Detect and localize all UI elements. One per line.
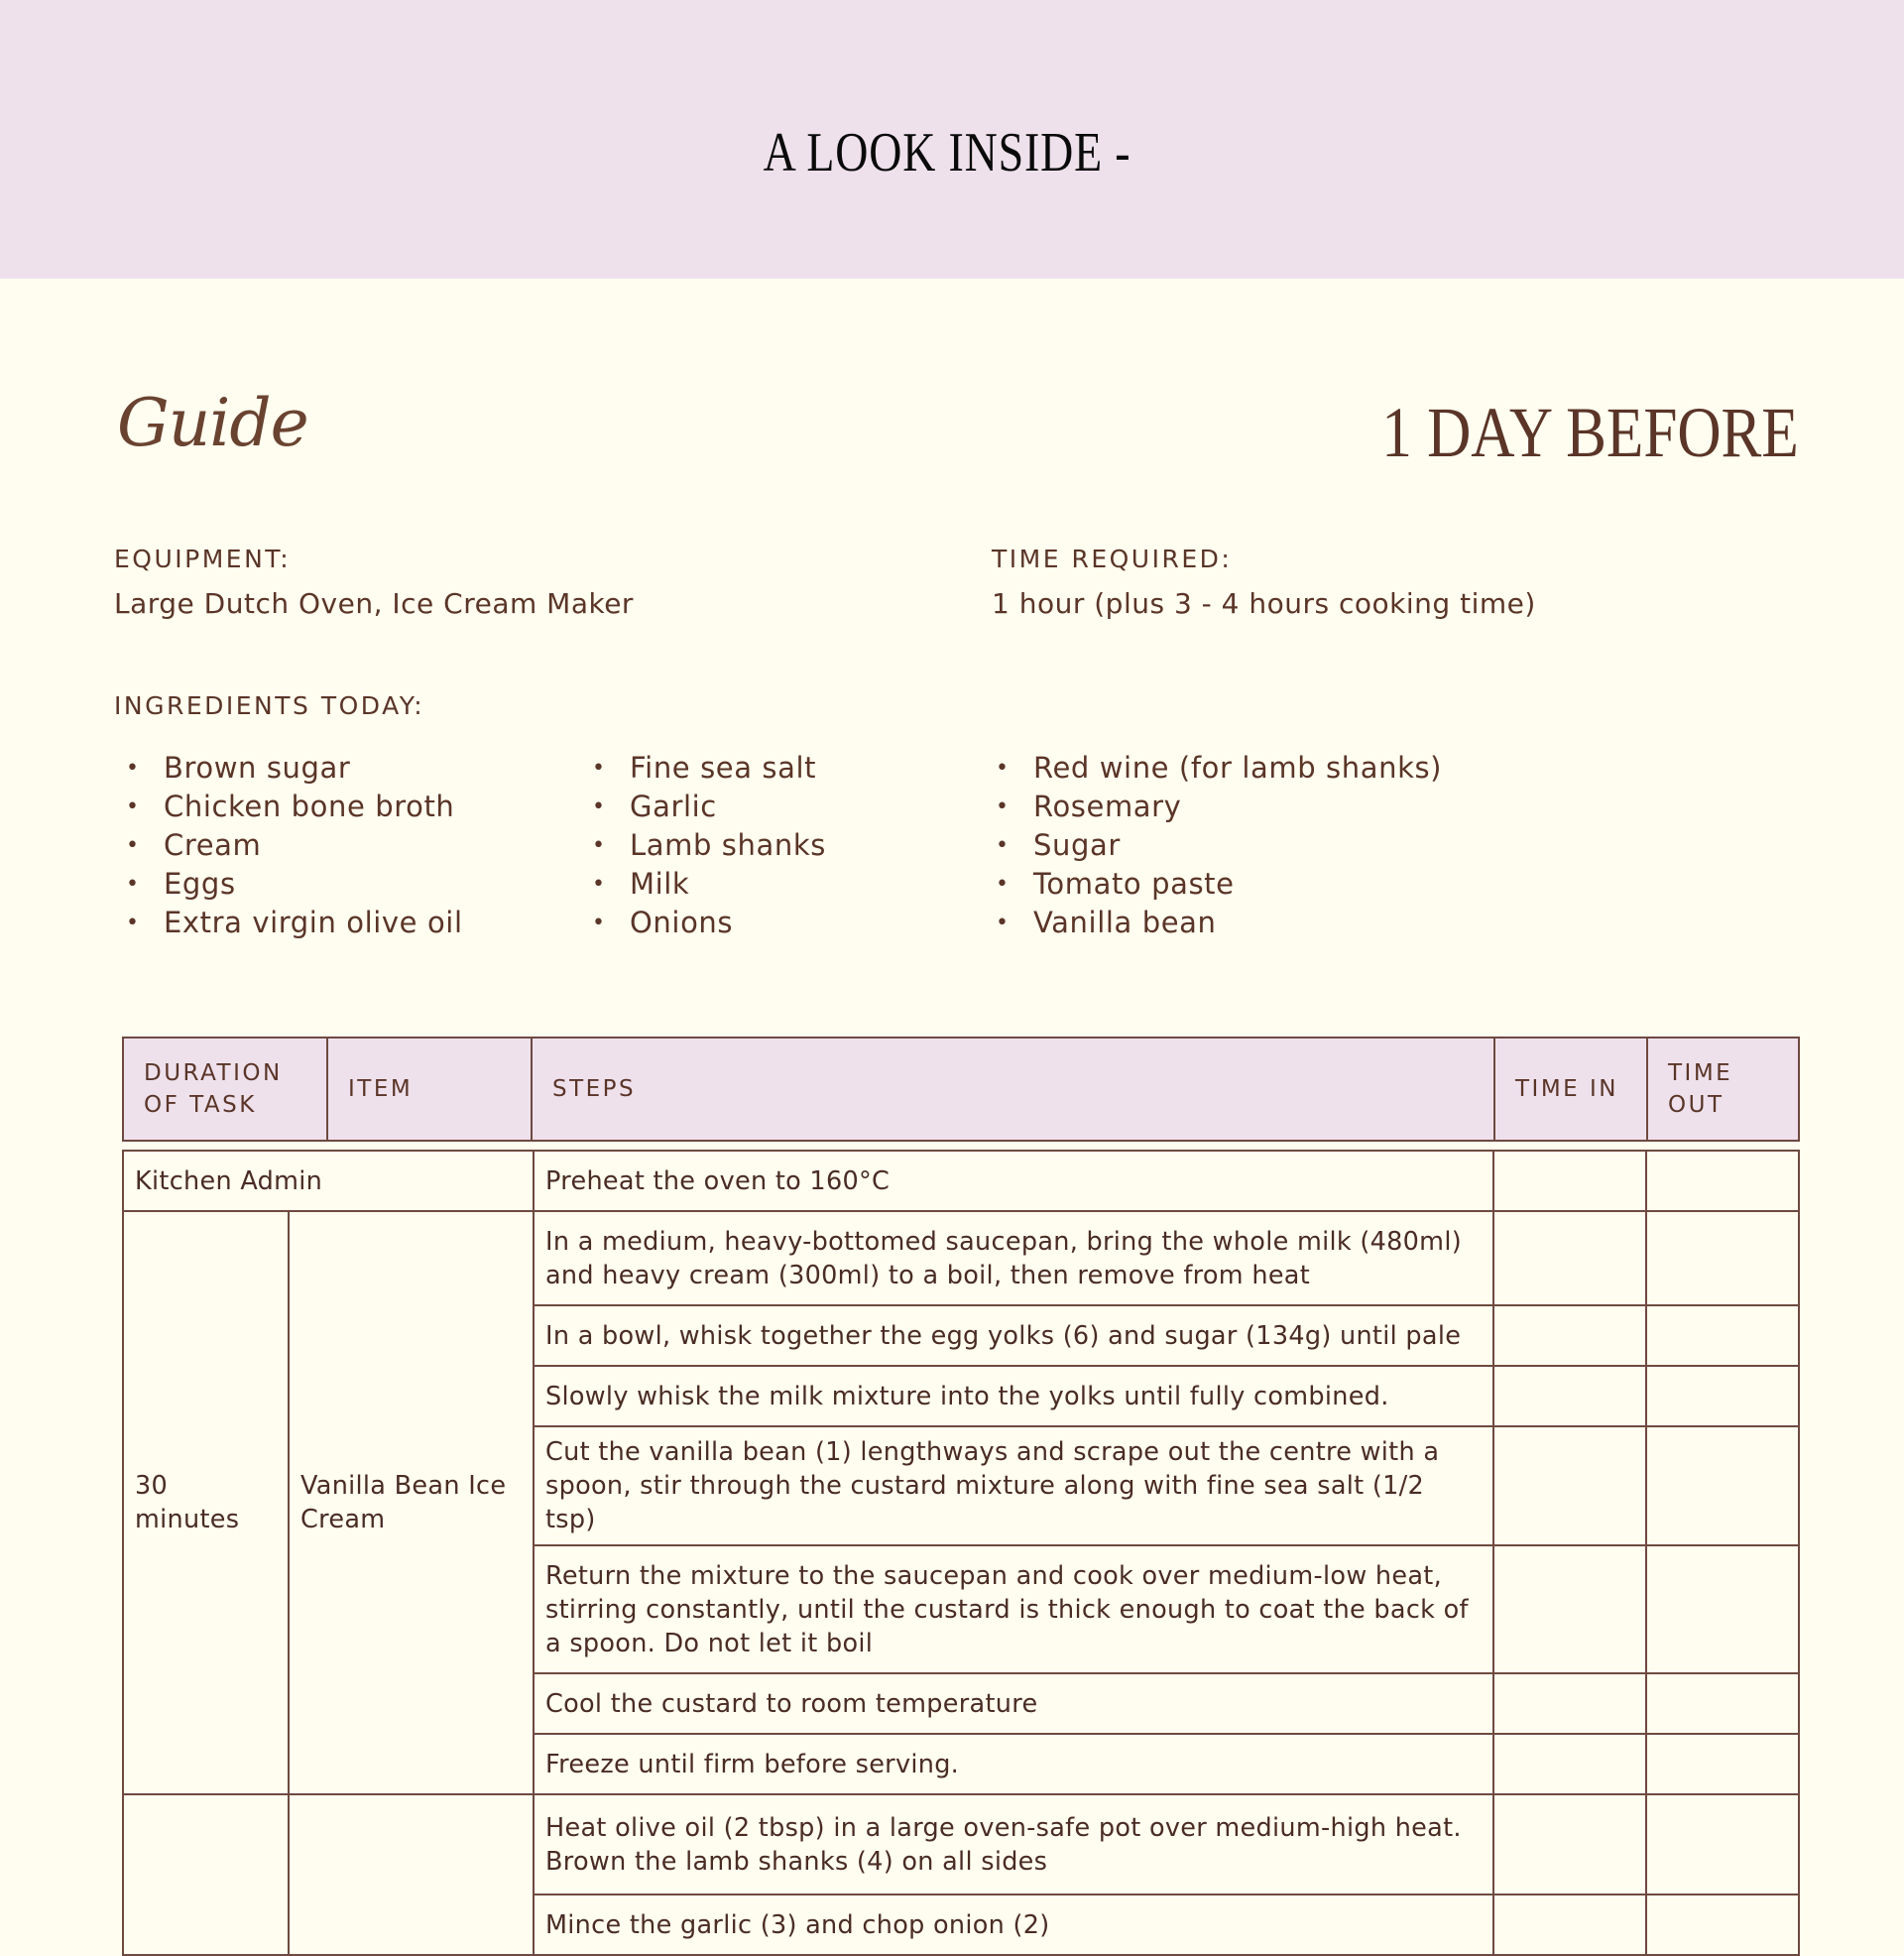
time-out-cell[interactable] — [1646, 1794, 1799, 1895]
schedule-table-header — [122, 1037, 1800, 1142]
time-out-cell[interactable] — [1646, 1151, 1799, 1211]
list-item: • Fine sea salt — [580, 749, 826, 788]
time-in-cell[interactable] — [1493, 1151, 1646, 1211]
header-time-in: TIME IN — [1494, 1038, 1647, 1141]
step-cell: Slowly whisk the milk mixture into the yolks until fully combined. — [534, 1366, 1493, 1426]
item-cell — [289, 1794, 534, 1955]
header-item: ITEM — [327, 1038, 532, 1141]
list-item: • Sugar — [984, 826, 1442, 865]
banner — [0, 0, 1904, 279]
ingredients-column-3 — [984, 749, 1442, 942]
banner-title: A LOOK INSIDE - — [763, 122, 1131, 183]
item-cell: Vanilla Bean Ice Cream — [289, 1211, 534, 1794]
table-row — [123, 1794, 1799, 1895]
time-in-cell[interactable] — [1493, 1426, 1646, 1545]
table-row — [123, 1211, 1799, 1305]
day-title: 1 DAY BEFORE — [1381, 393, 1799, 472]
time-out-cell[interactable] — [1646, 1673, 1799, 1734]
step-cell: Cool the custard to room temperature — [534, 1673, 1493, 1734]
time-in-cell[interactable] — [1493, 1673, 1646, 1734]
time-in-cell[interactable] — [1493, 1545, 1646, 1673]
time-out-cell[interactable] — [1646, 1545, 1799, 1673]
time-in-cell[interactable] — [1493, 1734, 1646, 1794]
time-in-cell[interactable] — [1493, 1794, 1646, 1895]
list-item: • Milk — [580, 865, 826, 904]
schedule-table — [122, 1150, 1800, 1956]
list-item: • Vanilla bean — [984, 904, 1442, 942]
ingredients-column-2 — [580, 749, 826, 942]
list-item: • Onions — [580, 904, 826, 942]
list-item: • Red wine (for lamb shanks) — [984, 749, 1442, 788]
list-item: • Rosemary — [984, 788, 1442, 826]
list-item: • Lamb shanks — [580, 826, 826, 865]
table-row — [123, 1151, 1799, 1211]
time-out-cell[interactable] — [1646, 1734, 1799, 1794]
time-out-cell[interactable] — [1646, 1366, 1799, 1426]
list-item: • Brown sugar — [114, 749, 463, 788]
step-cell: Mince the garlic (3) and chop onion (2) — [534, 1895, 1493, 1955]
time-in-cell[interactable] — [1493, 1211, 1646, 1305]
equipment-value: Large Dutch Oven, Ice Cream Maker — [114, 587, 634, 620]
duration-cell: 30 minutes — [123, 1211, 289, 1794]
step-cell: In a bowl, whisk together the egg yolks (6) and sugar (134g) until pale — [534, 1305, 1493, 1366]
time-out-cell[interactable] — [1646, 1211, 1799, 1305]
time-in-cell[interactable] — [1493, 1366, 1646, 1426]
list-item: • Cream — [114, 826, 463, 865]
step-cell: Heat olive oil (2 tbsp) in a large oven-safe pot over medium-high heat. Brown the lamb shanks (4) on all sides — [534, 1794, 1493, 1895]
time-in-cell[interactable] — [1493, 1305, 1646, 1366]
step-cell: Freeze until firm before serving. — [534, 1734, 1493, 1794]
time-required-label: TIME REQUIRED: — [992, 545, 1233, 573]
time-out-cell[interactable] — [1646, 1895, 1799, 1955]
ingredients-column-1 — [114, 749, 463, 942]
header-steps: STEPS — [532, 1038, 1494, 1141]
time-out-cell[interactable] — [1646, 1305, 1799, 1366]
list-item: • Tomato paste — [984, 865, 1442, 904]
equipment-label: EQUIPMENT: — [114, 545, 292, 573]
step-cell: Cut the vanilla bean (1) lengthways and scrape out the centre with a spoon, stir through the custard mixture along with fine sea salt (1/2 tsp) — [534, 1426, 1493, 1545]
step-cell: Preheat the oven to 160°C — [534, 1151, 1493, 1211]
header-duration: DURATION OF TASK — [123, 1038, 327, 1141]
kitchen-admin-label: Kitchen Admin — [123, 1151, 534, 1211]
time-required-value: 1 hour (plus 3 - 4 hours cooking time) — [992, 587, 1536, 620]
time-out-cell[interactable] — [1646, 1426, 1799, 1545]
step-cell: In a medium, heavy-bottomed saucepan, bring the whole milk (480ml) and heavy cream (300ml) to a boil, then remove from heat — [534, 1211, 1493, 1305]
step-cell: Return the mixture to the saucepan and cook over medium-low heat, stirring constantly, until the custard is thick enough to coat the back of a spoon. Do not let it boil — [534, 1545, 1493, 1673]
header-time-out: TIME OUT — [1647, 1038, 1799, 1141]
duration-cell — [123, 1794, 289, 1955]
list-item: • Eggs — [114, 865, 463, 904]
list-item: • Chicken bone broth — [114, 788, 463, 826]
time-in-cell[interactable] — [1493, 1895, 1646, 1955]
list-item: • Garlic — [580, 788, 826, 826]
guide-title: Guide — [117, 385, 308, 461]
list-item: • Extra virgin olive oil — [114, 904, 463, 942]
ingredients-label: INGREDIENTS TODAY: — [114, 691, 425, 720]
